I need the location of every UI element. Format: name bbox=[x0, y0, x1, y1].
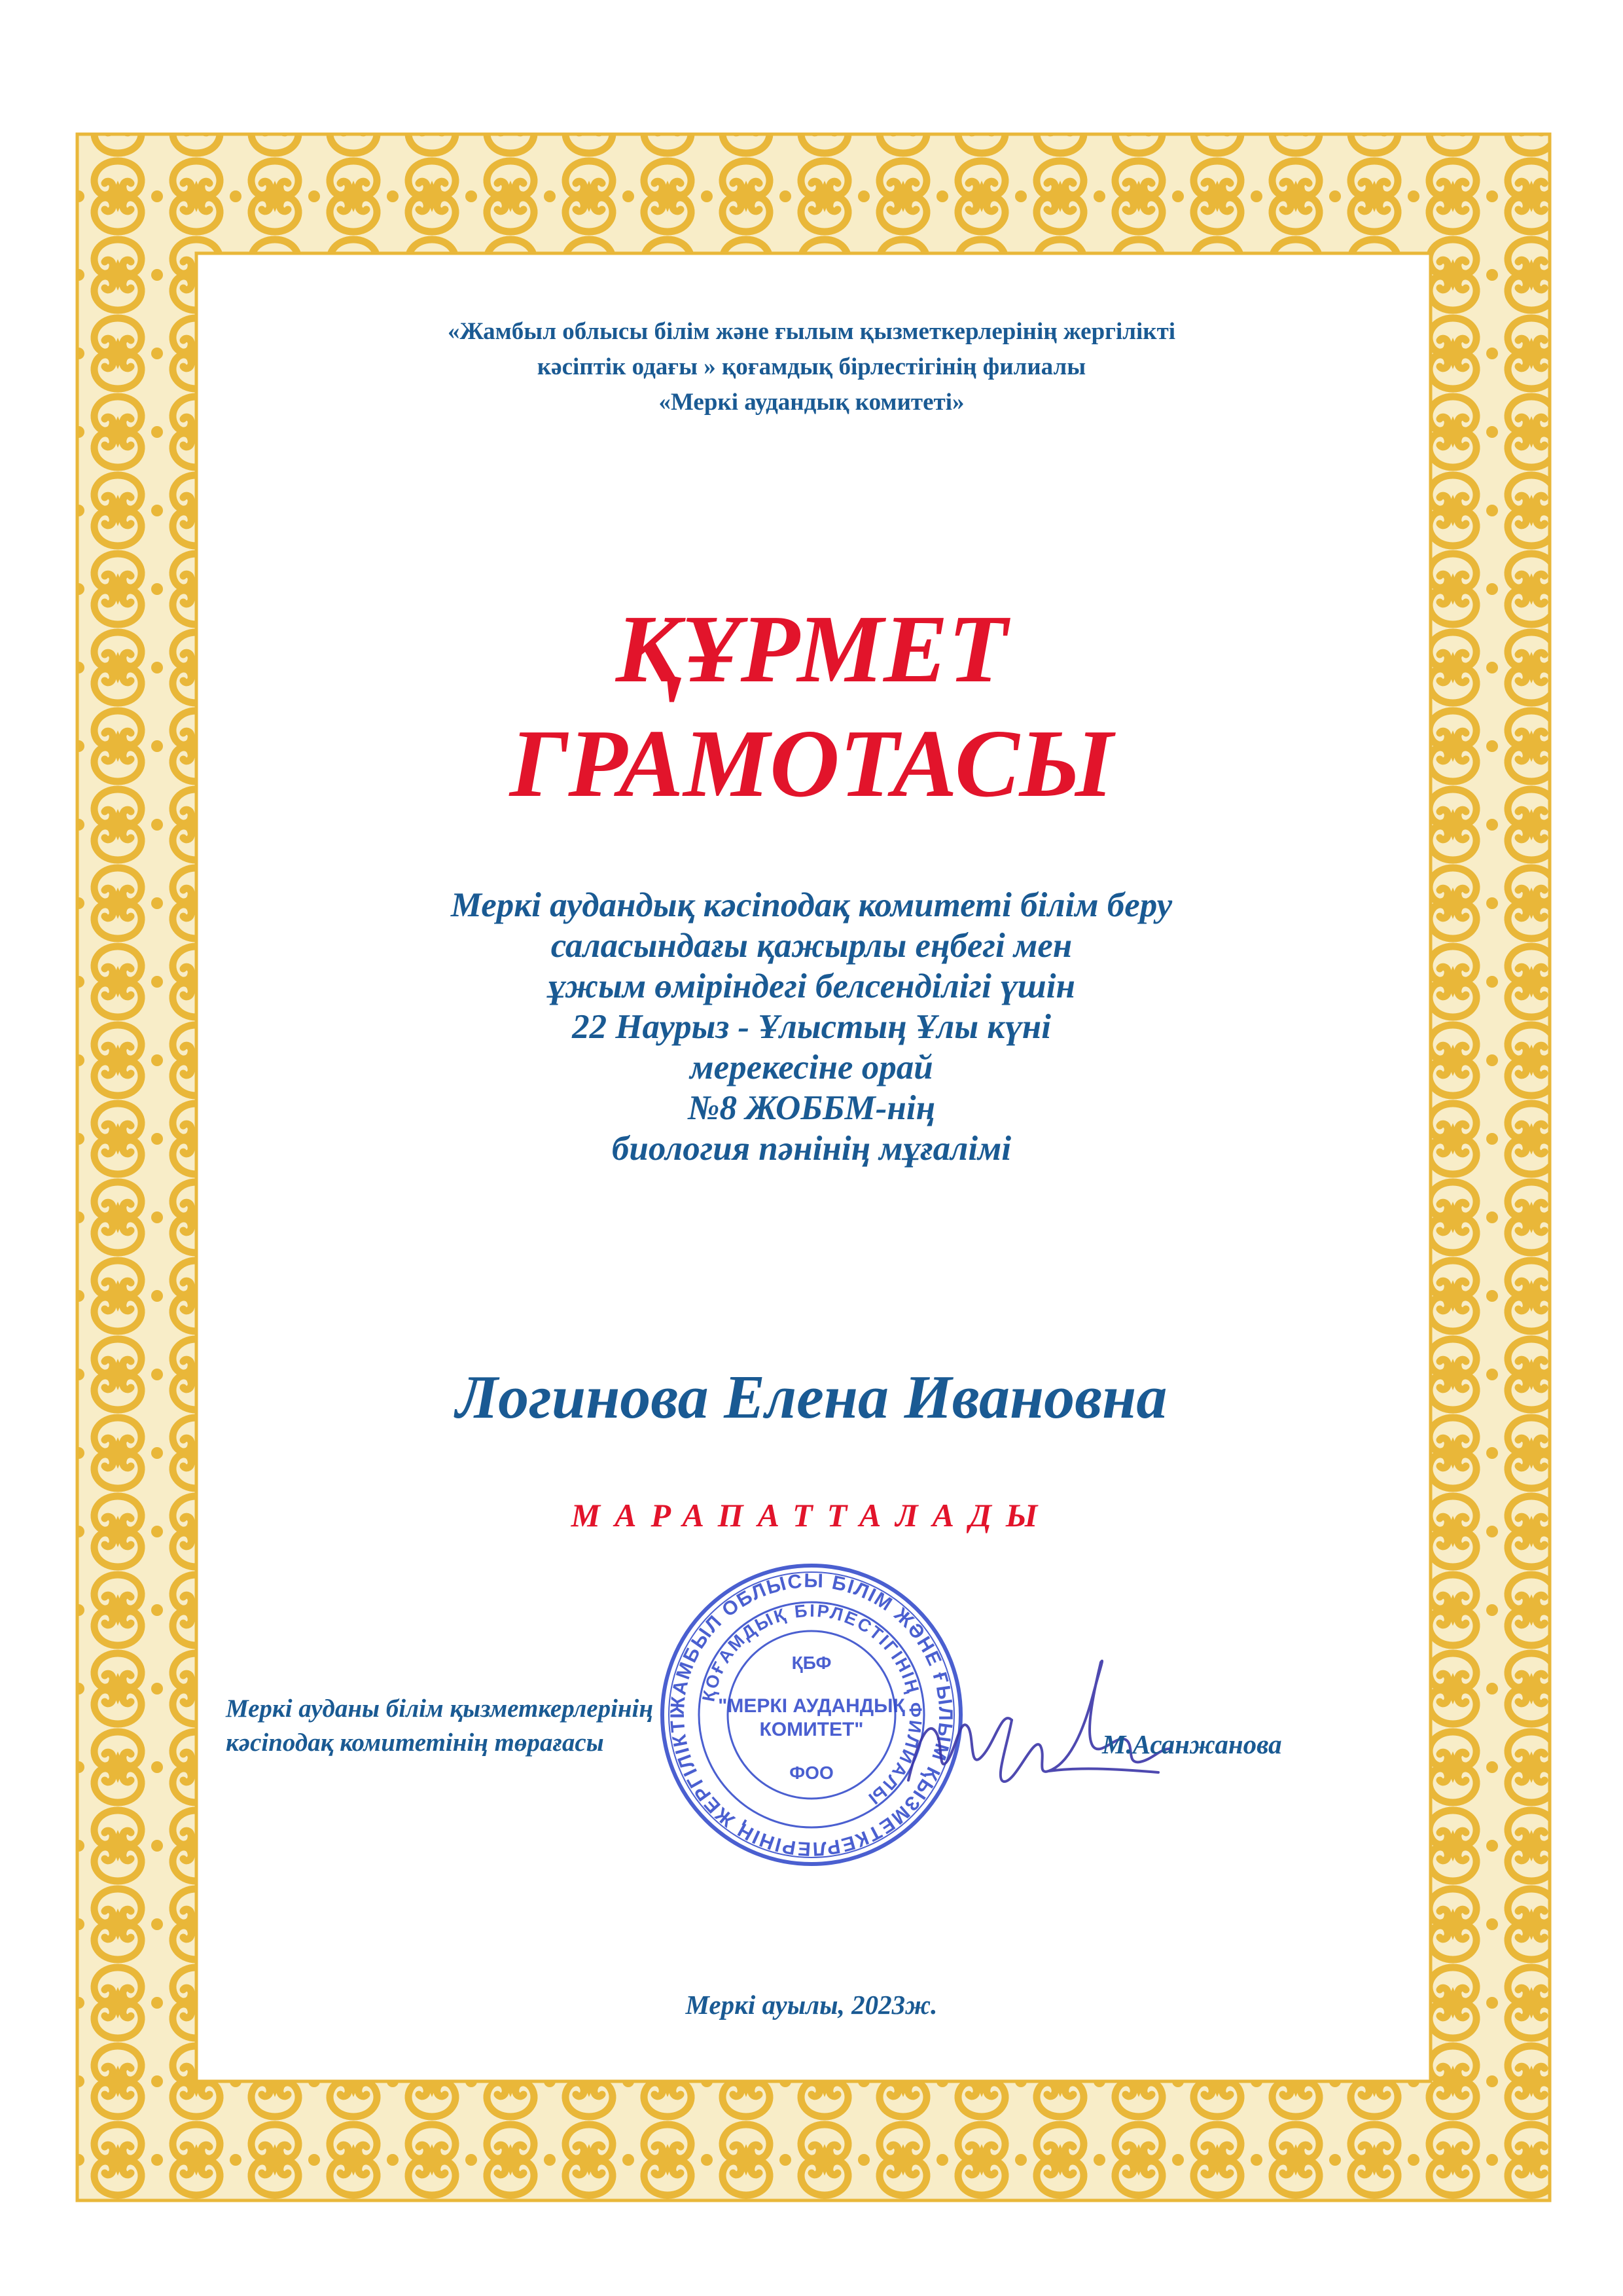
handwritten-signature bbox=[897, 1636, 1178, 1806]
signatory-name: М.Асанжанова bbox=[1102, 1729, 1282, 1759]
signatory-role-line: Меркі ауданы білім қызметкерлерінің bbox=[226, 1695, 654, 1723]
title-line: ҚҰРМЕТ bbox=[615, 596, 1008, 703]
reason-line: 22 Наурыз - Ұлыстың Ұлы күні bbox=[572, 1008, 1051, 1046]
organization-line: «Жамбыл облысы білім және ғылым қызметкерлерінің жергілікті bbox=[447, 318, 1176, 345]
reason-line: мерекесіне орай bbox=[690, 1049, 933, 1086]
organization-line: кәсіптік одағы » қоғамдық бірлестігінің филиалы bbox=[537, 353, 1086, 380]
issuing-organization bbox=[262, 314, 1361, 420]
reason-line: ұжым өміріндегі белсенділігі үшін bbox=[548, 967, 1075, 1005]
stamp-outer-text: ЖАМБЫЛ ОБЛЫСЫ БІЛІМ ЖӘНЕ ҒЫЛЫМ ҚЫЗМЕТКЕРЛЕРІНІҢ ЖЕРГІЛІКТІ bbox=[666, 1570, 957, 1860]
reason-line: №8 ЖОББМ-нің bbox=[687, 1089, 936, 1127]
title-line: ГРАМОТАСЫ bbox=[509, 710, 1114, 817]
certificate-title bbox=[262, 592, 1361, 821]
award-reason bbox=[262, 885, 1361, 1169]
reason-line: биология пәнінің мұғалімі bbox=[611, 1130, 1012, 1168]
awarded-label: МАРАПАТТАЛАДЫ bbox=[571, 1497, 1052, 1534]
organization-line: «Меркі аудандық комитеті» bbox=[658, 389, 965, 416]
stamp-center-text: "МЕРКІ АУДАНДЫҚ bbox=[718, 1695, 905, 1717]
stamp-top-text: ҚБФ bbox=[791, 1653, 832, 1673]
signatory-role-line: кәсіподақ комитетінің төрағасы bbox=[226, 1729, 604, 1757]
stamp-inner-text: ҚОҒАМДЫҚ БІРЛЕСТІГІНІҢ ФИЛИАЛЫ bbox=[698, 1600, 926, 1810]
reason-line: Меркі аудандық кәсіподақ комитеті білім беру bbox=[450, 886, 1173, 924]
stamp-center-text: КОМИТЕТ" bbox=[759, 1719, 864, 1740]
stamp-bottom-text: ФОО bbox=[789, 1763, 834, 1783]
recipient-name: Логинова Елена Ивановна bbox=[455, 1363, 1168, 1431]
reason-line: саласындағы қажырлы еңбегі мен bbox=[550, 927, 1073, 965]
place-and-date: Меркі ауылы, 2023ж. bbox=[685, 1990, 938, 2020]
